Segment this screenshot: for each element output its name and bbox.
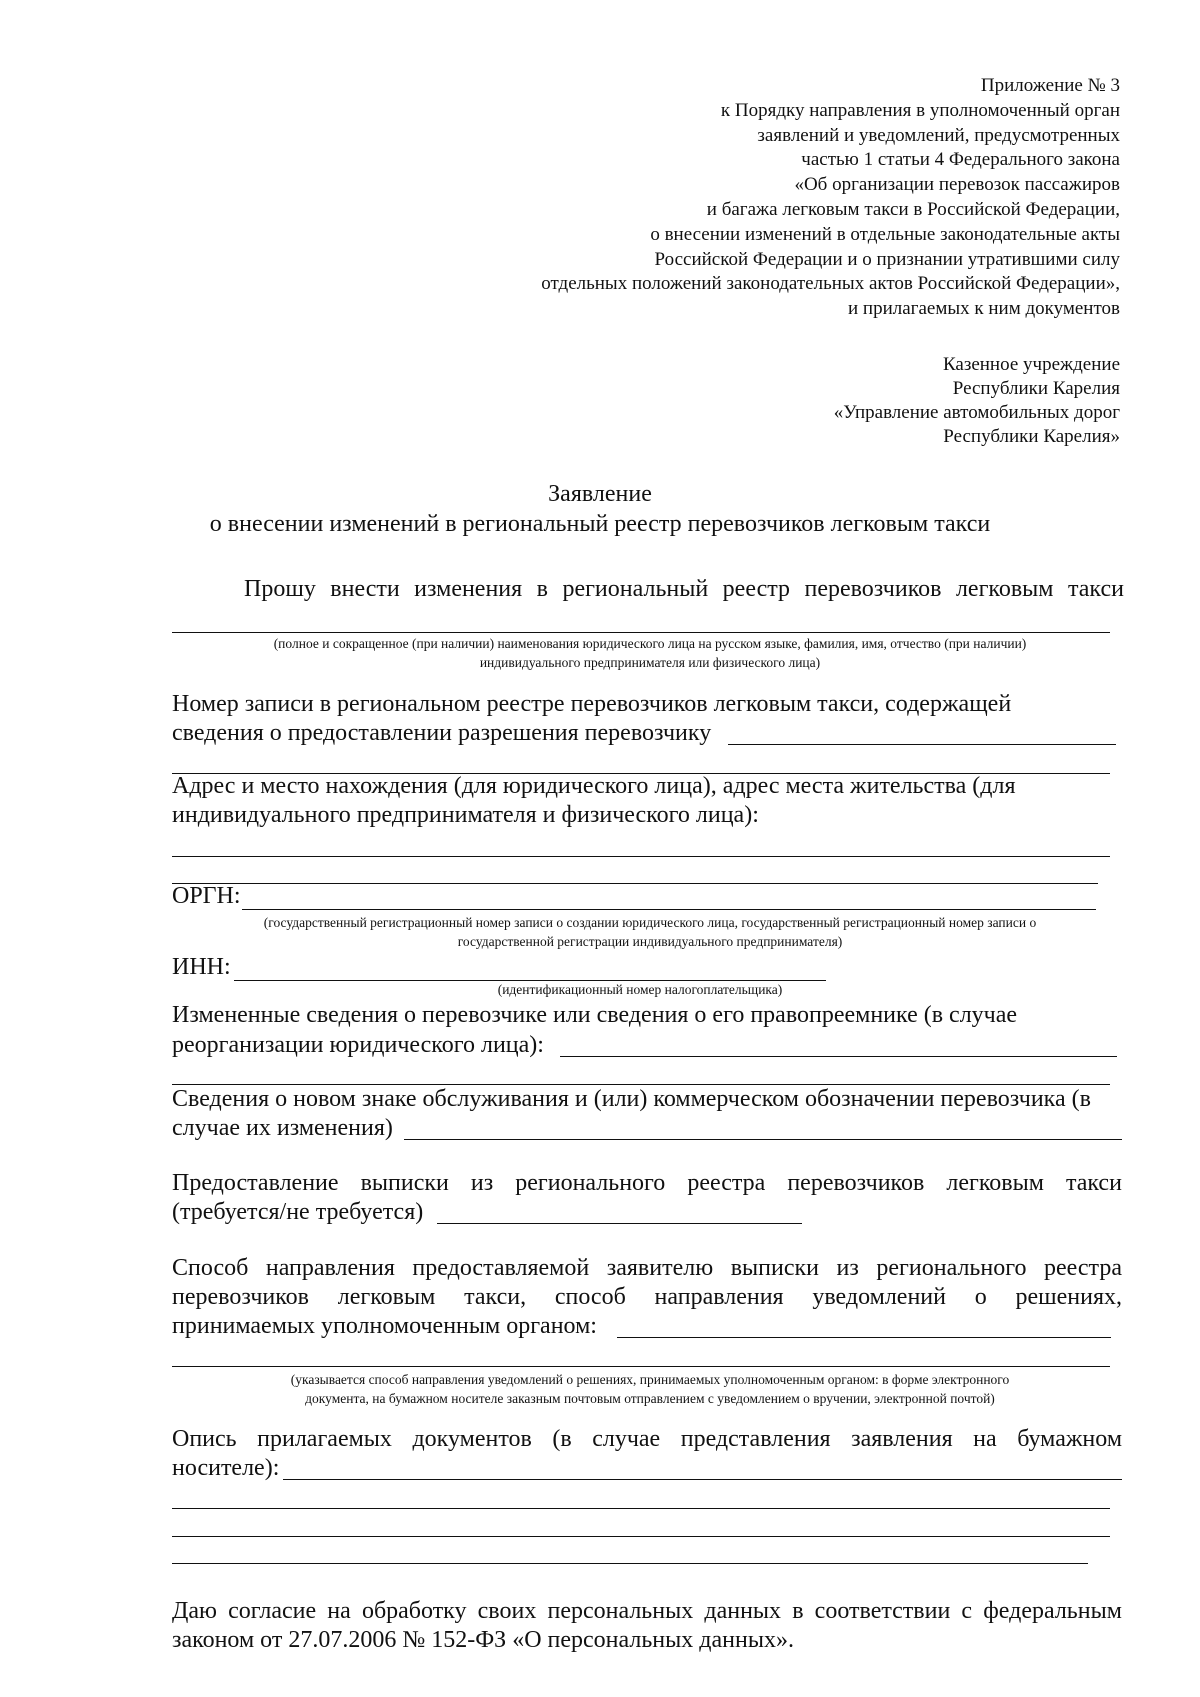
extract-word: такси (1065, 1170, 1122, 1196)
ogrn-hint: государственной регистрации индивидуального предпринимателя) (457, 934, 843, 949)
delivery-word: предоставляемой (412, 1255, 590, 1281)
applicant-name-field[interactable] (172, 632, 1110, 633)
delivery-word: уведомлений (812, 1284, 946, 1310)
record-number-field[interactable] (728, 744, 1116, 745)
delivery-method-label (172, 1254, 1122, 1283)
inventory-word: Опись (172, 1426, 237, 1452)
request-word: региональный (562, 576, 709, 602)
inventory-word: бумажном (1017, 1426, 1122, 1452)
inventory-word: (в (552, 1426, 572, 1452)
applicant-name-hint: (полное и сокращенное (при наличии) наименования юридического лица на русском языке, фамилия, имя, отчество (при наличии) (273, 636, 1027, 651)
consent-word: своих (477, 1598, 537, 1624)
request-word: в (536, 576, 548, 602)
record-number-label: Номер записи в региональном реестре перевозчиков легковым такси, содержащей (172, 691, 1012, 717)
consent-word: соответствии (814, 1598, 951, 1624)
request-word: легковым (955, 576, 1054, 602)
consent-word: федеральным (983, 1598, 1122, 1624)
service-mark-field[interactable] (404, 1139, 1122, 1140)
address-label: индивидуального предпринимателя и физического лица): (172, 802, 759, 828)
delivery-method-hint: документа, на бумажном носителе заказным почтовым отправлением с уведомлением о вручении, электронной почтой) (305, 1391, 995, 1406)
addressee-line: Республики Карелия (952, 378, 1120, 399)
appendix-header-line: о внесении изменений в отдельные законодательные акты (650, 223, 1120, 245)
delivery-word: способ (554, 1284, 626, 1310)
delivery-word: легковым (337, 1284, 436, 1310)
appendix-header-line: частью 1 статьи 4 Федерального закона (801, 149, 1120, 171)
inventory-word: документов (412, 1426, 532, 1452)
consent-word: персональных (547, 1598, 694, 1624)
appendix-header-line: отдельных положений законодательных актов Российской Федерации», (541, 273, 1120, 295)
inventory-word: на (973, 1426, 997, 1452)
inventory-word: представления (680, 1426, 831, 1452)
address-field-line[interactable] (172, 856, 1110, 857)
consent-word: в (792, 1598, 804, 1624)
delivery-method-hint: (указывается способ направления уведомлений о решениях, принимаемых уполномоченным органом: в форме электронного (290, 1372, 1010, 1387)
delivery-word: регионального (876, 1255, 1027, 1281)
delivery-word: о (974, 1284, 987, 1310)
address-label: Адрес и место нахождения (для юридического лица), адрес места жительства (для (172, 773, 1016, 799)
delivery-word: направления (654, 1284, 784, 1310)
extract-word: перевозчиков (787, 1170, 925, 1196)
extract-word: легковым (946, 1170, 1044, 1196)
inventory-word: прилагаемых (257, 1426, 392, 1452)
inventory-label-line2: носителе): (172, 1455, 280, 1481)
inventory-word: случае (592, 1426, 661, 1452)
extract-word: из (470, 1170, 494, 1196)
appendix-header-line: к Порядку направления в уполномоченный орган (720, 99, 1120, 121)
delivery-method-field-extra-line[interactable] (172, 1366, 1110, 1367)
appendix-header-line: и багажа легковым такси в Российской Федерации, (706, 198, 1120, 220)
delivery-word: направления (265, 1255, 395, 1281)
request-word: внести (330, 576, 400, 602)
appendix-header (541, 74, 1120, 322)
delivery-word: Способ (172, 1255, 249, 1281)
changed-info-label: реорганизации юридического лица): (172, 1032, 544, 1058)
request-word: такси (1067, 576, 1124, 602)
inventory-field-line[interactable] (172, 1536, 1110, 1537)
delivery-method-field[interactable] (617, 1337, 1111, 1338)
delivery-word: такси, (464, 1284, 527, 1310)
ogrn-label: ОРГН: (172, 883, 241, 909)
addressee-line: Республики Карелия» (943, 426, 1120, 447)
delivery-word: реестра (1043, 1255, 1122, 1281)
request-word: изменения (414, 576, 523, 602)
delivery-word: выписки (730, 1255, 819, 1281)
address-field-line[interactable] (172, 883, 1098, 884)
extract-word: реестра (687, 1170, 766, 1196)
appendix-header-line: заявлений и уведомлений, предусмотренных (757, 124, 1120, 146)
appendix-header-line: Российской Федерации и о признании утратившими силу (654, 248, 1120, 270)
inventory-word: заявления (851, 1426, 953, 1452)
record-number-label: сведения о предоставлении разрешения перевозчику (172, 720, 712, 746)
changed-info-field[interactable] (560, 1056, 1117, 1057)
request-text (244, 575, 1124, 604)
document-subtitle: о внесении изменений в региональный реестр перевозчиков легковым такси (209, 511, 991, 537)
consent-word: на (327, 1598, 351, 1624)
extract-field[interactable] (437, 1223, 802, 1224)
delivery-word: решениях, (1015, 1284, 1122, 1310)
inventory-label (172, 1425, 1122, 1454)
consent-text-line2: законом от 27.07.2006 № 152-ФЗ «О персональных данных». (172, 1627, 794, 1653)
ogrn-field[interactable] (242, 909, 1096, 910)
consent-word: Даю (172, 1598, 217, 1624)
consent-word: согласие (228, 1598, 317, 1624)
inventory-field[interactable] (283, 1479, 1122, 1480)
request-word: перевозчиков (804, 576, 942, 602)
applicant-name-hint: индивидуального предпринимателя или физического лица) (479, 655, 821, 670)
inn-hint: (идентификационный номер налогоплательщика) (497, 982, 783, 997)
delivery-word: перевозчиков (172, 1284, 310, 1310)
delivery-method-label-line3: принимаемых уполномоченным органом: (172, 1313, 597, 1339)
service-mark-label: Сведения о новом знаке обслуживания и (или) коммерческом обозначении перевозчика (в (172, 1086, 1091, 1112)
extract-word: выписки (360, 1170, 449, 1196)
document-title: Заявление (548, 481, 652, 507)
inn-label: ИНН: (172, 954, 231, 980)
request-word: Прошу (244, 576, 316, 602)
delivery-word: из (836, 1255, 859, 1281)
delivery-method-label (172, 1283, 1122, 1312)
ogrn-hint: (государственный регистрационный номер записи о создании юридического лица, государственный регистрационный номер записи о (263, 915, 1037, 930)
addressee-line: Казенное учреждение (942, 354, 1120, 375)
extract-label (172, 1169, 1122, 1198)
inventory-field-line[interactable] (172, 1563, 1088, 1564)
inventory-field-line[interactable] (172, 1508, 1110, 1509)
consent-text (172, 1597, 1122, 1626)
service-mark-label: случае их изменения) (172, 1115, 393, 1141)
appendix-header-line: и прилагаемых к ним документов (848, 298, 1120, 320)
delivery-word: заявителю (606, 1255, 714, 1281)
appendix-header-line: «Об организации перевозок пассажиров (794, 174, 1120, 196)
addressee-block (834, 353, 1120, 449)
extract-word: Предоставление (172, 1170, 339, 1196)
consent-word: с (961, 1598, 973, 1624)
extract-label-line2: (требуется/не требуется) (172, 1199, 424, 1225)
addressee-line: «Управление автомобильных дорог (833, 402, 1120, 423)
extract-word: регионального (515, 1170, 666, 1196)
appendix-header-line: Приложение № 3 (980, 75, 1120, 96)
changed-info-label: Измененные сведения о перевозчике или сведения о его правопреемнике (в случае (172, 1002, 1018, 1028)
consent-word: данных (704, 1598, 782, 1624)
request-word: реестр (722, 576, 791, 602)
consent-word: обработку (361, 1598, 467, 1624)
